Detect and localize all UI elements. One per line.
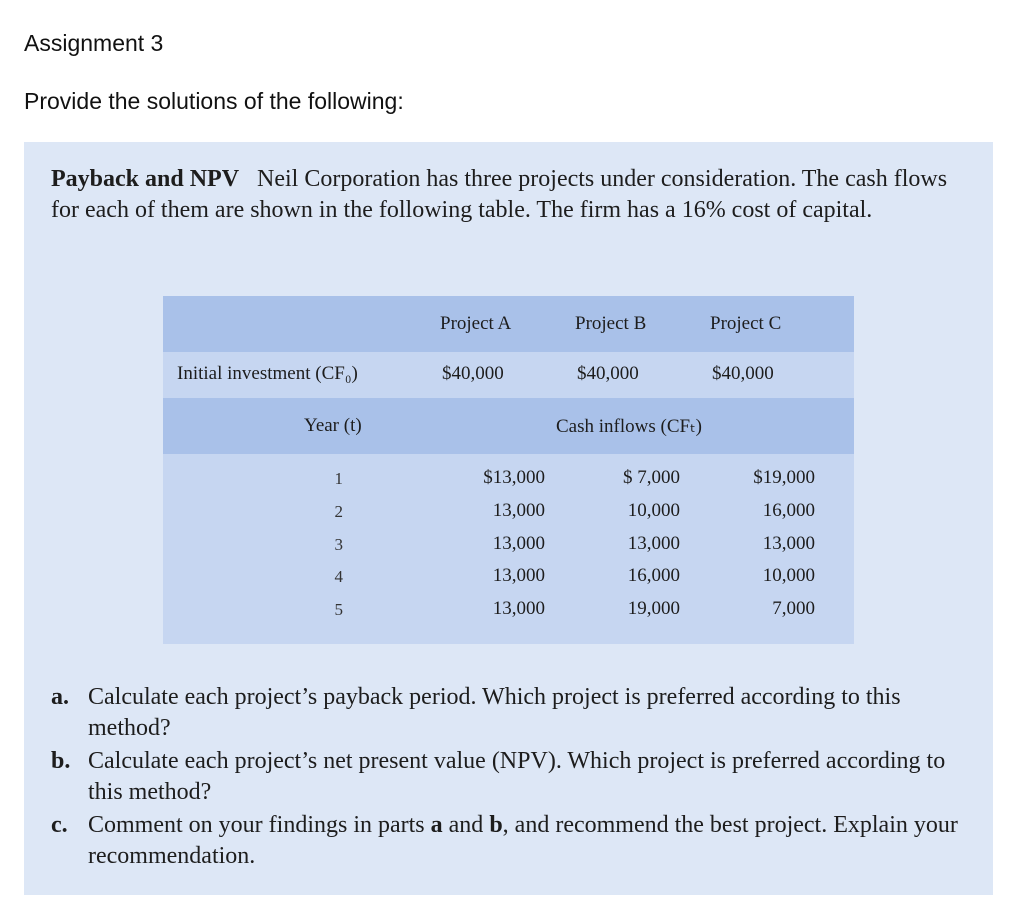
cash-flow-table: [163, 296, 854, 644]
instructions-text: Provide the solutions of the following:: [24, 88, 404, 114]
project-a-cell: 13,000: [492, 533, 545, 554]
project-c-cell: 16,000: [762, 500, 815, 521]
year-cell: 2: [334, 502, 343, 521]
question-letter: c.: [51, 812, 68, 838]
project-b-cell: 19,000: [627, 598, 680, 619]
question-text-part: and: [442, 812, 490, 838]
project-b-cell: 10,000: [627, 500, 680, 521]
question-text: Calculate each project’s net present value (NPV). Which project is preferred according to this method?: [88, 748, 946, 805]
project-b-cell: 13,000: [627, 533, 680, 554]
initial-investment-a: $40,000: [442, 363, 504, 384]
problem-intro: [51, 164, 981, 226]
problem-description: Neil Corporation has three projects under consideration. The cash flows for each of them are shown in the following table. The firm has a 16% cost of capital.: [51, 166, 948, 223]
column-header-project-c: Project C: [710, 313, 782, 334]
project-c-cell: $19,000: [753, 467, 815, 488]
question-text-part: , and recommend the best project. Explain your recommendation.: [88, 812, 958, 869]
question-letter: a.: [51, 684, 69, 710]
project-c-cell: 13,000: [762, 533, 815, 554]
project-a-cell: 13,000: [492, 598, 545, 619]
question-c: [51, 810, 981, 872]
column-header-project-b: Project B: [575, 313, 647, 334]
initial-investment-label: Initial investment (CF₀): [177, 363, 358, 384]
question-text-part: Comment on your findings in parts: [88, 812, 431, 838]
project-a-cell: $13,000: [483, 467, 545, 488]
question-b: [51, 746, 981, 808]
year-cell: 5: [334, 600, 343, 619]
initial-investment-b: $40,000: [577, 363, 639, 384]
question-list: [51, 682, 981, 874]
year-cell: 1: [334, 469, 343, 488]
question-ref-b: b: [489, 812, 503, 838]
year-cell: 3: [334, 535, 343, 554]
problem-heading: Payback and NPV: [51, 166, 240, 192]
year-cell: 4: [334, 567, 343, 586]
problem-panel: [24, 142, 993, 895]
cash-inflows-label: Cash inflows (CFₜ): [556, 416, 702, 437]
question-a: [51, 682, 981, 744]
project-a-cell: 13,000: [492, 565, 545, 586]
project-b-cell: $ 7,000: [623, 467, 680, 488]
year-header-band: [163, 398, 854, 454]
question-letter: b.: [51, 748, 71, 774]
question-text: Calculate each project’s payback period. Which project is preferred according to this method?: [88, 684, 901, 741]
project-c-cell: 10,000: [762, 565, 815, 586]
year-label: Year (t): [304, 415, 362, 436]
column-header-project-a: Project A: [440, 313, 512, 334]
project-a-cell: 13,000: [492, 500, 545, 521]
initial-investment-c: $40,000: [712, 363, 774, 384]
question-ref-a: a: [430, 812, 443, 838]
assignment-title: Assignment 3: [24, 30, 164, 56]
project-c-cell: 7,000: [772, 598, 815, 619]
project-b-cell: 16,000: [627, 565, 680, 586]
